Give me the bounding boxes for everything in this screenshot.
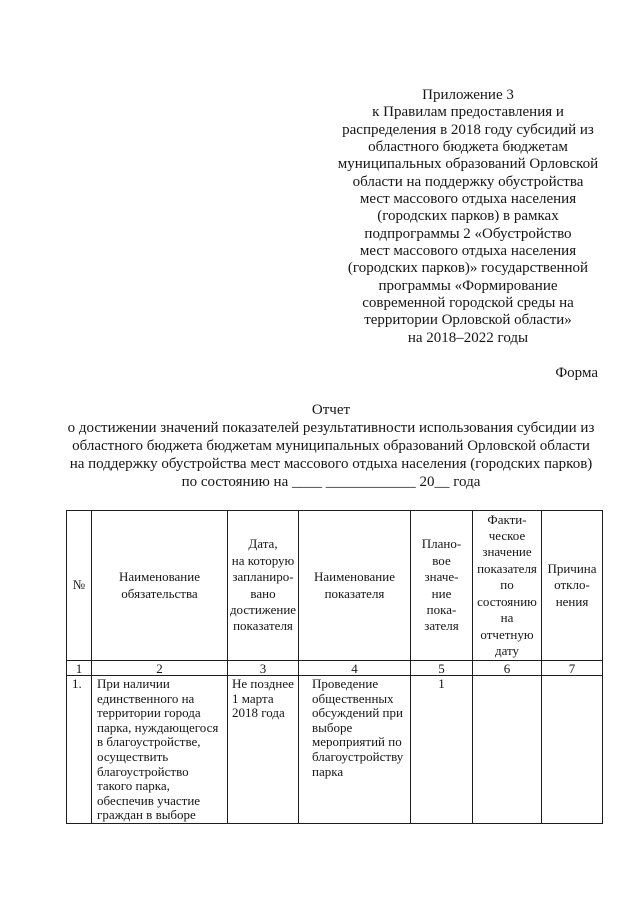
header-text: по (500, 577, 514, 593)
report-heading-line: о достижении значений показателей результативности использования субсидии из (67, 420, 595, 436)
report-heading-line: на поддержку обустройства мест массового отдыха населения (городских парков) (69, 456, 593, 472)
cell-text: осуществить (97, 748, 169, 764)
column-number-row (67, 661, 603, 676)
appendix-line: к Правилам предоставления и (372, 104, 564, 121)
header-text: откло- (554, 577, 590, 593)
form-label: Форма (555, 365, 598, 381)
cell-text: парка (312, 763, 344, 779)
cell-text: Не позднее (232, 676, 294, 691)
appendix-line: мест массового отдыха населения (359, 243, 577, 260)
cell-text: в благоустройстве, (97, 734, 201, 750)
header-text: показателя (324, 585, 385, 601)
planned-value-cell (411, 676, 473, 824)
appendix-header (318, 87, 618, 347)
cell-text: единственного на (97, 690, 195, 706)
report-table (66, 510, 603, 824)
appendix-line: на 2018–2022 годы (407, 329, 529, 346)
report-heading-line: областного бюджета бюджетам муниципальных образований Орловской области (72, 438, 590, 454)
report-heading (31, 401, 631, 491)
cell-text: такого парка, (97, 778, 170, 794)
header-text: значе- (424, 569, 459, 585)
table-header-row (67, 511, 603, 661)
header-text: Факти- (487, 511, 527, 527)
cell-text: территории города (97, 705, 201, 721)
appendix-line: распределения в 2018 году субсидий из (342, 121, 594, 138)
cell-text: парка, нуждающегося (97, 719, 219, 735)
header-text: Дата, (248, 536, 278, 552)
column-number: 2 (92, 661, 228, 676)
header-actual-value (473, 511, 542, 661)
column-number: 5 (411, 661, 473, 676)
row-number-cell (67, 676, 92, 824)
appendix-line: мест массового отдыха населения (359, 191, 577, 208)
appendix-line: подпрограммы 2 «Обустройство (364, 225, 572, 242)
header-planned-value (411, 511, 473, 661)
header-text: обязательства (121, 585, 198, 601)
deviation-reason-cell (542, 676, 603, 824)
header-text: ние (431, 585, 452, 601)
header-text: достижение (229, 601, 297, 617)
planned-date-cell (228, 676, 299, 824)
appendix-line: территории Орловской области» (364, 312, 572, 329)
appendix-line: программы «Формирование (378, 277, 558, 294)
cell-text: 1 (438, 676, 445, 691)
appendix-line: современной городской среды на (362, 295, 574, 312)
header-indicator-name (299, 511, 411, 661)
column-number: 1 (67, 661, 92, 676)
appendix-line: (городских парков) в рамках (377, 208, 559, 225)
column-number: 3 (228, 661, 299, 676)
header-text: запланиро- (232, 569, 294, 585)
cell-text: выборе (312, 719, 353, 735)
cell-text: благоустройство (97, 763, 189, 779)
indicator-name-cell (299, 676, 411, 824)
cell-text: мероприятий по (312, 734, 402, 750)
cell-text: 1. (72, 676, 82, 691)
table-row (67, 676, 603, 824)
header-text: Причина (547, 560, 597, 576)
cell-text: обеспечив участие (97, 792, 201, 808)
cell-text: общественных (312, 690, 394, 706)
header-text: значение (482, 544, 532, 560)
cell-text: благоустройству (312, 748, 404, 764)
header-text: Наименование (314, 569, 395, 585)
column-number: 4 (299, 661, 411, 676)
header-text: отчетную (480, 626, 534, 642)
header-text: зателя (424, 618, 459, 634)
header-text: состоянию (477, 593, 537, 609)
header-text: показателя (233, 618, 293, 634)
header-text: вое (432, 552, 451, 568)
header-text: дату (494, 642, 520, 658)
header-text: вано (250, 585, 276, 601)
header-number (67, 511, 92, 661)
column-number: 7 (542, 661, 603, 676)
appendix-line: областного бюджета бюджетам (368, 139, 568, 156)
cell-text: граждан в выборе (97, 807, 196, 823)
header-text: № (72, 577, 86, 593)
cell-text: 1 марта (232, 690, 274, 706)
header-text: пока- (426, 601, 457, 617)
header-text: Наименование (119, 569, 200, 585)
header-deviation-reason (542, 511, 603, 661)
header-text: Плано- (421, 536, 462, 552)
report-date-line: по состоянию на ____ ____________ 20__ года (181, 474, 481, 490)
cell-text: При наличии (97, 676, 170, 691)
column-number: 6 (473, 661, 542, 676)
appendix-line: (городских парков)» государственной (347, 260, 589, 277)
cell-text: 2018 года (232, 705, 285, 721)
appendix-line: области на поддержку обустройства (352, 173, 584, 190)
header-text: ческое (488, 528, 526, 544)
appendix-line: муниципальных образований Орловской (337, 156, 599, 173)
header-obligation-name (92, 511, 228, 661)
header-planned-date (228, 511, 299, 661)
appendix-title: Приложение 3 (422, 87, 514, 103)
header-text: на которую (231, 552, 295, 568)
obligation-name-cell (92, 676, 228, 824)
header-text: нения (555, 593, 589, 609)
header-text: на (500, 610, 514, 626)
cell-text: обсуждений при (312, 705, 403, 721)
header-text: показателя (477, 560, 537, 576)
cell-text: Проведение (312, 676, 379, 691)
actual-value-cell (473, 676, 542, 824)
report-title: Отчет (311, 402, 351, 418)
